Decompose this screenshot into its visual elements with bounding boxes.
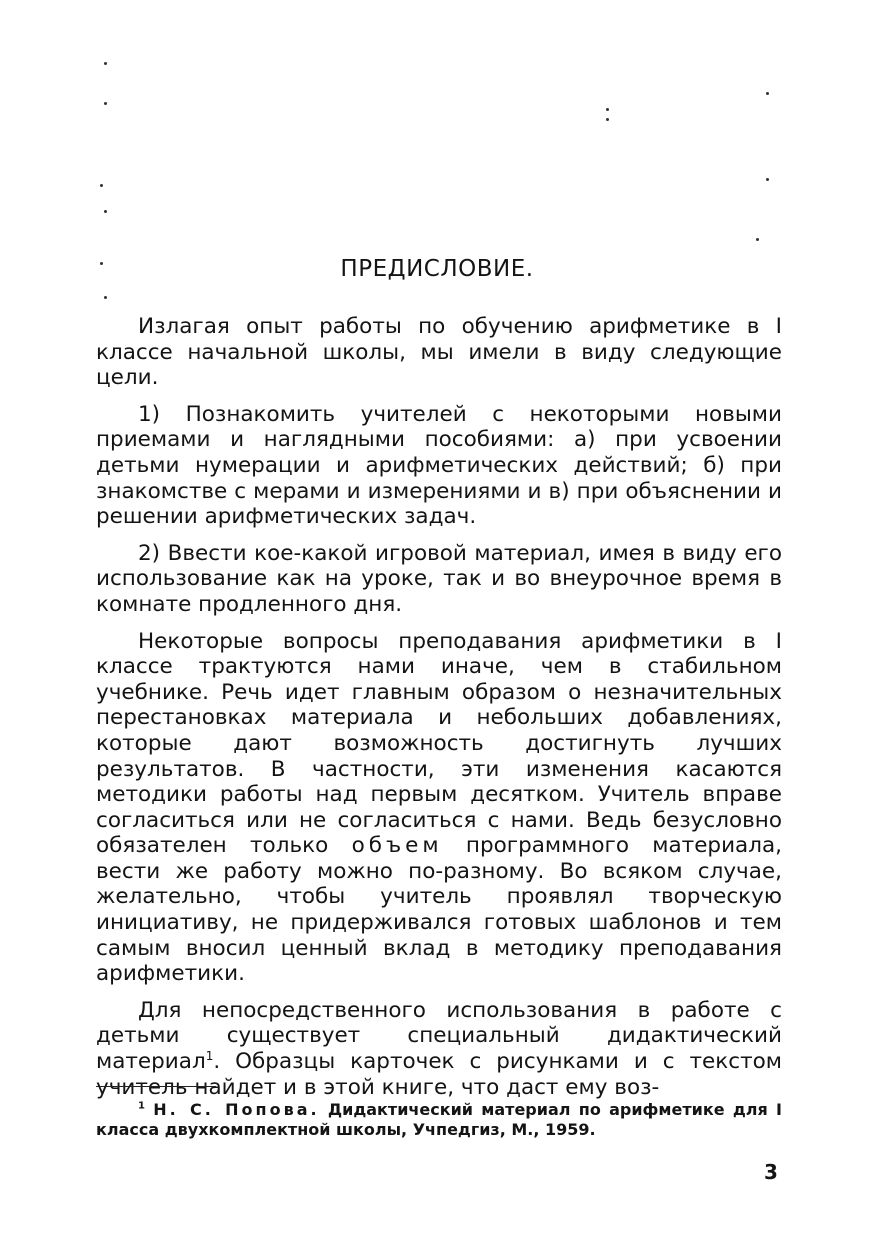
footnote-mark: 1: [138, 1100, 145, 1112]
footnote-reference: 1: [205, 1048, 214, 1063]
paragraph-goal-1: 1) Познакомить учителей с некоторыми новыми приемами и наглядными пособиями: а) при усвоении детьми нумерации и арифметических действий; б) при знакомстве с мерами и измерениями и в) при объяснении и решении арифметических задач.: [96, 401, 782, 530]
emphasized-word: объем: [351, 833, 443, 859]
paragraph-methods-part-1: Некоторые вопросы преподавания арифметики в I классе трактуются нами иначе, чем в стабильном учебнике. Речь идет главным образом о незначительных перестановках материала и небольших добавлениях, которые дают возможность достигнуть лучших результатов. В частности, эти изменения касаются методики работы над первым десятком. Учитель вправе согласиться или не согласиться с нами. Ведь безусловно обязателен только: [96, 628, 782, 859]
paragraph-materials: [96, 998, 782, 1100]
paragraph-methods-part-2: программного материала, вести же работу можно по-разному. Во всяком случае, желательно, чтобы учитель проявлял творческую инициативу, не придерживался готовых шаблонов и тем самым вносил ценный вклад в методику преподавания арифметики.: [96, 833, 782, 987]
paragraph-materials-part-2: . Образцы карточек с рисунками и с текстом учитель найдет и в этой книге, что даст ему воз-: [96, 1049, 782, 1100]
main-text: [96, 314, 782, 1100]
print-speck: [104, 210, 107, 213]
footnote-text: [96, 1100, 782, 1140]
paragraph-goal-2: 2) Ввести кое-какой игровой материал, имея в виду его использование как на уроке, так и во внеурочное время в комнате продленного дня.: [96, 540, 782, 617]
paragraph-methods: [96, 629, 782, 987]
page-number: 3: [764, 1160, 778, 1184]
print-speck: [104, 62, 107, 65]
paragraph-intro: Излагая опыт работы по обучению арифметике в I классе начальной школы, мы имели в виду следующие цели.: [96, 314, 782, 391]
print-speck: [100, 184, 103, 187]
footnote-author: Н. С. Попова.: [153, 1100, 320, 1119]
page-title: ПРЕДИСЛОВИЕ.: [340, 256, 534, 282]
paragraph-materials-part-1: Для непосредственного использования в работе с детьми существует специальный дидактический материал: [96, 997, 782, 1075]
footnote-citation: Дидактический материал по арифметике для I класса двухкомплектной школы, Учпедгиз, М., 1959.: [96, 1100, 783, 1139]
print-speck: [606, 118, 609, 121]
footnote: [96, 1100, 782, 1140]
print-speck: [756, 238, 759, 241]
print-speck: [606, 108, 609, 111]
print-speck: [766, 178, 769, 181]
print-speck: [766, 92, 769, 95]
footnote-divider: [96, 1086, 216, 1087]
print-speck: [104, 296, 107, 299]
print-speck: [104, 102, 107, 105]
